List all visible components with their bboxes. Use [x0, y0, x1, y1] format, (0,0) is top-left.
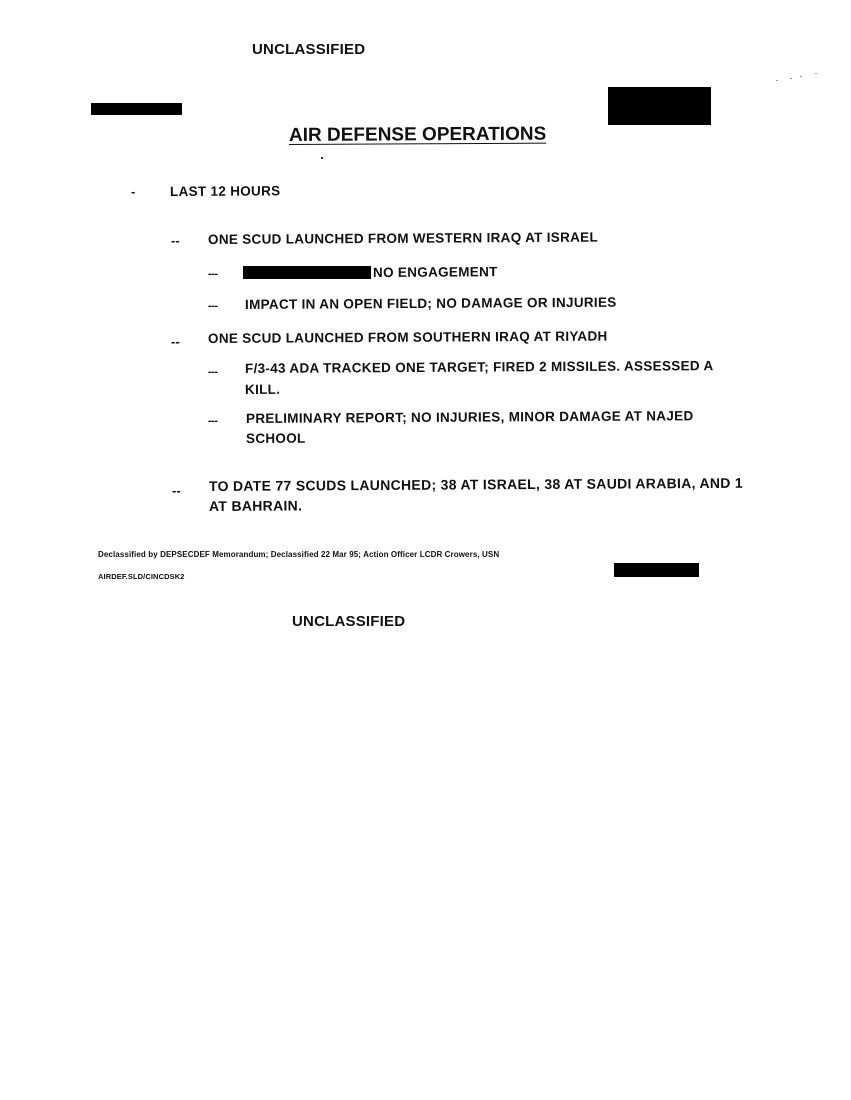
sub-bullet-dash: ---	[208, 300, 218, 312]
bullet-text: ONE SCUD LAUNCHED FROM SOUTHERN IRAQ AT RIYADH	[207, 328, 608, 346]
bullet-dash: -	[131, 184, 136, 199]
scan-speck	[815, 73, 817, 74]
sub-bullet-text: NO ENGAGEMENT	[372, 264, 498, 280]
bullet-text: ONE SCUD LAUNCHED FROM WESTERN IRAQ AT ISRAEL	[207, 229, 599, 247]
redaction-box-right	[608, 87, 711, 125]
redaction-box-footer	[614, 563, 699, 577]
top-classification-marking: UNCLASSIFIED	[252, 41, 366, 58]
sub-bullet-text-line1: PRELIMINARY REPORT; NO INJURIES, MINOR DAMAGE AT NAJED	[245, 408, 694, 426]
section-heading: LAST 12 HOURS	[169, 183, 281, 199]
declassification-notice: Declassified by DEPSECDEF Memorandum; Declassified 22 Mar 95; Action Officer LCDR Crowers, USN	[98, 550, 500, 559]
bullet-dash: --	[172, 483, 181, 498]
sub-bullet-text-line1: F/3-43 ADA TRACKED ONE TARGET; FIRED 2 MISSILES. ASSESSED A	[244, 358, 714, 376]
scan-speck	[790, 78, 792, 79]
scan-speck	[800, 76, 802, 77]
page-title: AIR DEFENSE OPERATIONS	[288, 123, 547, 146]
bullet-dash: --	[171, 233, 180, 248]
sub-bullet-dash: ---	[208, 268, 218, 280]
sub-bullet-text: IMPACT IN AN OPEN FIELD; NO DAMAGE OR INJURIES	[244, 294, 617, 312]
sub-bullet-text-line2: KILL.	[244, 381, 281, 397]
bullet-text-line2: AT BAHRAIN.	[208, 497, 303, 514]
file-code: AIRDEF.SLD/CINCDSK2	[98, 572, 185, 581]
sub-bullet-dash: ---	[208, 366, 218, 378]
redaction-box-inline	[243, 266, 371, 279]
bullet-dash: --	[171, 334, 180, 349]
sub-bullet-text-line2: SCHOOL	[245, 430, 306, 446]
sub-bullet-dash: ---	[208, 415, 218, 427]
scan-speck	[321, 157, 323, 159]
scan-speck	[776, 80, 778, 81]
bottom-classification-marking: UNCLASSIFIED	[292, 613, 406, 630]
redaction-box-left	[91, 103, 182, 115]
bullet-text-line1: TO DATE 77 SCUDS LAUNCHED; 38 AT ISRAEL, 38 AT SAUDI ARABIA, AND 1	[208, 474, 744, 494]
